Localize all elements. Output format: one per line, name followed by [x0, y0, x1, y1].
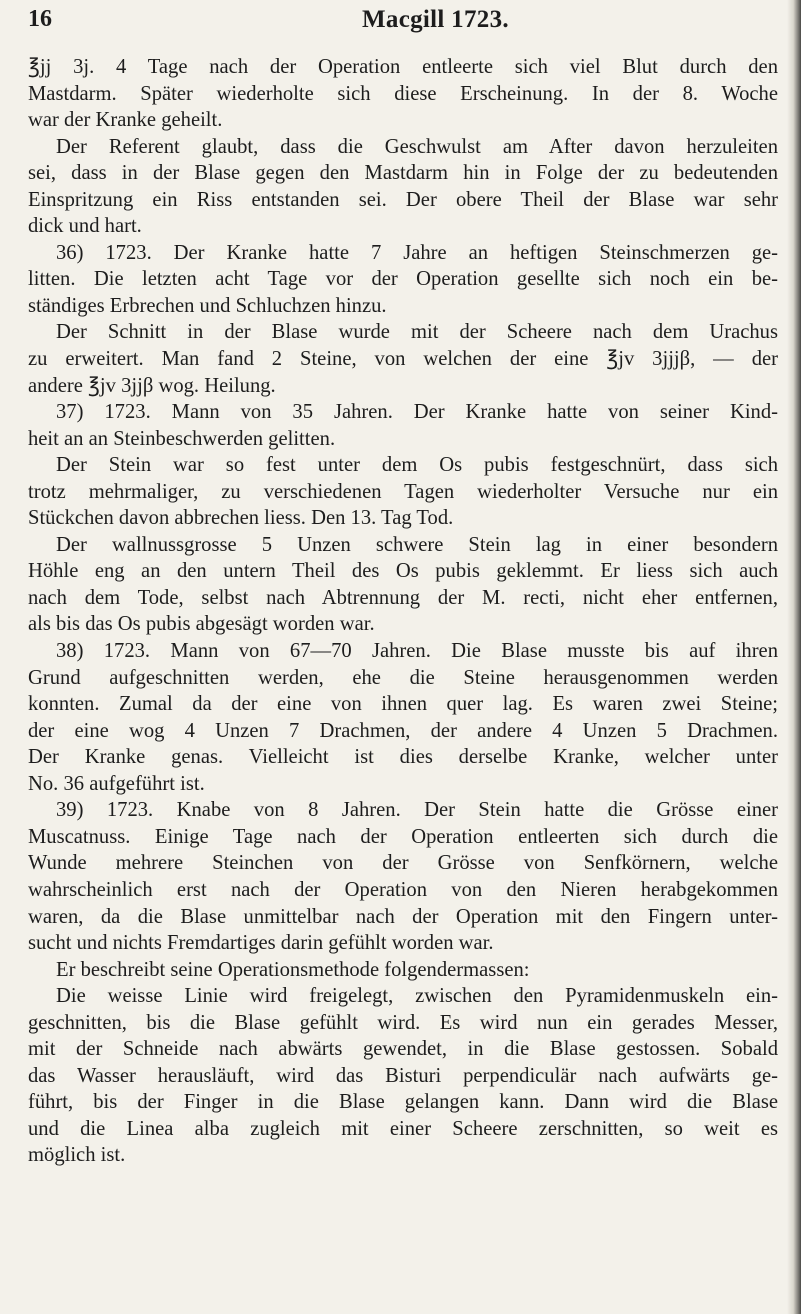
page-edge-shadow [787, 0, 801, 1314]
text-line: 38) 1723. Mann von 67—70 Jahren. Die Blase musste bis auf ihren [56, 640, 778, 663]
text-line: mit der Schneide nach abwärts gewendet, in die Blase gestossen. Sobald [28, 1038, 778, 1061]
body-text [28, 54, 778, 1169]
page-header [28, 6, 773, 46]
text-line: litten. Die letzten acht Tage vor der Operation gesellte sich noch ein be- [28, 268, 778, 291]
text-line: 37) 1723. Mann von 35 Jahren. Der Kranke hatte von seiner Kind- [56, 401, 778, 424]
text-line: Stückchen davon abbrechen liess. Den 13. Tag Tod. [28, 507, 454, 530]
running-head: Macgill 1723. [362, 6, 509, 33]
text-line: Der Kranke genas. Vielleicht ist dies derselbe Kranke, welcher unter [28, 746, 778, 769]
text-line: Einspritzung ein Riss entstanden sei. Der obere Theil der Blase war sehr [28, 188, 778, 211]
text-line: möglich ist. [28, 1144, 126, 1167]
text-line: der eine wog 4 Unzen 7 Drachmen, der andere 4 Unzen 5 Drachmen. [28, 719, 778, 742]
text-line: waren, da die Blase unmittelbar nach der Operation mit den Fingern unter- [28, 905, 778, 928]
text-line: Der Referent glaubt, dass die Geschwulst am After davon herzuleiten [56, 135, 778, 158]
text-line: ℥jj 3j. 4 Tage nach der Operation entleerte sich viel Blut durch den [28, 56, 778, 78]
text-line: geschnitten, bis die Blase gefühlt wird. Es wird nun ein gerades Messer, [28, 1011, 778, 1034]
text-line: dick und hart. [28, 215, 142, 238]
text-line: Der Stein war so fest unter dem Os pubis festgeschnürt, dass sich [56, 454, 778, 477]
text-line: wahrscheinlich erst nach der Operation von den Nieren herabgekommen [28, 878, 778, 901]
text-line: Der Schnitt in der Blase wurde mit der Scheere nach dem Urachus [56, 321, 778, 344]
text-line: und die Linea alba zugleich mit einer Scheere zerschnitten, so weit es [28, 1117, 778, 1140]
text-line: Höhle eng an den untern Theil des Os pubis geklemmt. Er liess sich auch [28, 560, 778, 583]
text-line: das Wasser herausläuft, wird das Bisturi perpendiculär nach aufwärts ge- [28, 1064, 778, 1087]
text-line: andere ℥jv 3jjβ wog. Heilung. [28, 374, 276, 397]
text-line: Der wallnussgrosse 5 Unzen schwere Stein lag in einer besondern [56, 533, 778, 556]
text-line: heit an an Steinbeschwerden gelitten. [28, 427, 336, 450]
text-line: sucht und nichts Fremdartiges darin gefühlt worden war. [28, 932, 494, 955]
text-line: war der Kranke geheilt. [28, 109, 223, 132]
text-line: konnten. Zumal da der eine von ihnen quer lag. Es waren zwei Steine; [28, 693, 778, 716]
text-line: 36) 1723. Der Kranke hatte 7 Jahre an heftigen Steinschmerzen ge- [56, 241, 778, 264]
text-line: zu erweitert. Man fand 2 Steine, von welchen der eine ℥jv 3jjjβ, — der [28, 348, 778, 371]
text-line: Grund aufgeschnitten werden, ehe die Steine herausgenommen werden [28, 666, 778, 689]
text-line: nach dem Tode, selbst nach Abtrennung der M. recti, nicht eher entfernen, [28, 586, 778, 609]
text-line: ständiges Erbrechen und Schluchzen hinzu. [28, 294, 387, 317]
text-line: Mastdarm. Später wiederholte sich diese Erscheinung. In der 8. Woche [28, 82, 778, 105]
text-line: Muscatnuss. Einige Tage nach der Operation entleerten sich durch die [28, 825, 778, 848]
text-line: trotz mehrmaliger, zu verschiedenen Tagen wiederholter Versuche nur ein [28, 480, 778, 503]
page-number: 16 [28, 6, 52, 32]
text-line: 39) 1723. Knabe von 8 Jahren. Der Stein hatte die Grösse einer [56, 799, 778, 822]
text-line: Die weisse Linie wird freigelegt, zwischen den Pyramidenmuskeln ein- [56, 985, 778, 1008]
text-line: sei, dass in der Blase gegen den Mastdarm hin in Folge der zu bedeutenden [28, 162, 778, 185]
text-line: Wunde mehrere Steinchen von der Grösse von Senfkörnern, welche [28, 852, 778, 875]
text-line: Er beschreibt seine Operationsmethode folgendermassen: [56, 958, 530, 981]
text-line: No. 36 aufgeführt ist. [28, 772, 205, 795]
text-line: führt, bis der Finger in die Blase gelangen kann. Dann wird die Blase [28, 1091, 778, 1114]
text-line: als bis das Os pubis abgesägt worden war. [28, 613, 375, 636]
